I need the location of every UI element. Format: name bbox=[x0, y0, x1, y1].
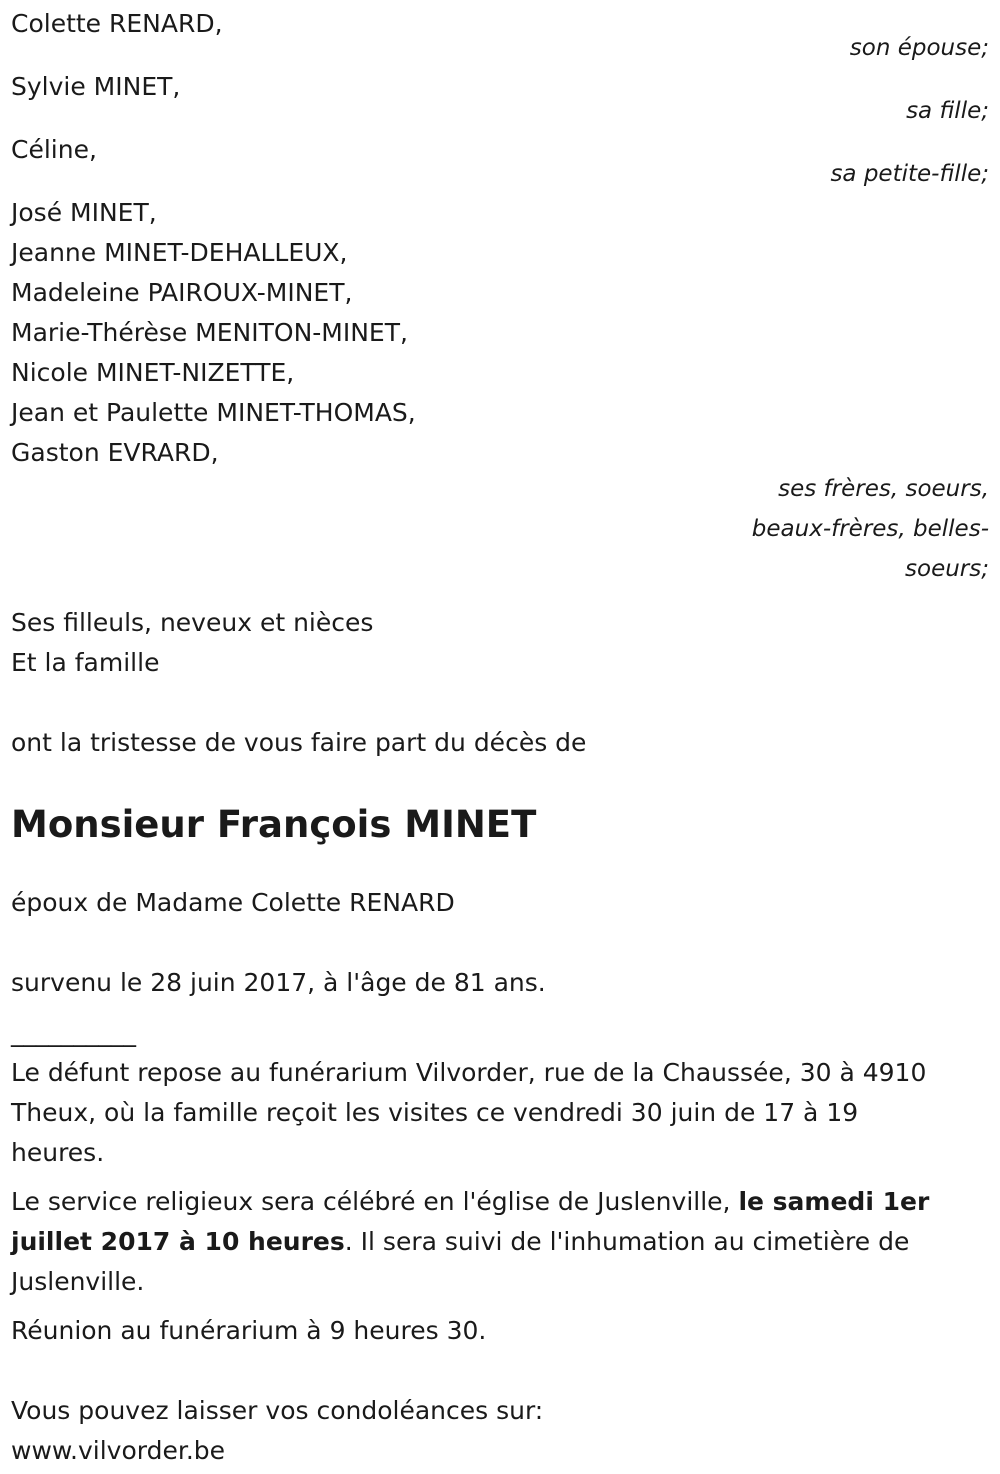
others-group bbox=[11, 603, 991, 683]
announcement-text: ont la tristesse de vous faire part du décès de bbox=[11, 728, 587, 757]
service-date-bold: le samedi 1er bbox=[738, 1187, 930, 1216]
visitation-line: heures. bbox=[11, 1138, 105, 1167]
relation-label: son épouse; bbox=[849, 35, 989, 61]
relation-label: sa petite-fille; bbox=[830, 161, 989, 187]
family-group-daughter bbox=[11, 67, 991, 130]
family-name: Marie-Thérèse MENITON-MINET, bbox=[11, 318, 408, 347]
service-line-2 bbox=[11, 1222, 991, 1262]
family-name: Sylvie MINET, bbox=[11, 72, 181, 101]
death-line: survenu le 28 juin 2017, à l'âge de 81 ans. bbox=[11, 968, 546, 997]
service-text: . Il sera suivi de l'inhumation au cimetière de bbox=[344, 1227, 910, 1256]
separator-line: __________ bbox=[11, 1018, 136, 1047]
visitation-line: Theux, où la famille reçoit les visites ce vendredi 30 juin de 17 à 19 bbox=[11, 1098, 859, 1127]
service-text: Juslenville. bbox=[11, 1267, 145, 1296]
service-text: Le service religieux sera célébré en l'église de Juslenville, bbox=[11, 1187, 739, 1216]
service-paragraph bbox=[11, 1182, 991, 1302]
others-line: Ses filleuls, neveux et nièces bbox=[11, 608, 374, 637]
family-name: Céline, bbox=[11, 135, 97, 164]
relation-label: beaux-frères, belles- bbox=[751, 516, 989, 542]
service-date-bold: juillet 2017 à 10 heures bbox=[11, 1227, 345, 1256]
obituary-notice bbox=[11, 4, 991, 1471]
condolences-label: Vous pouvez laisser vos condoléances sur: bbox=[11, 1396, 544, 1425]
relation-label: soeurs; bbox=[905, 556, 989, 582]
condolences-link[interactable]: www.vilvorder.be bbox=[11, 1436, 226, 1465]
relation-label: ses frères, soeurs, bbox=[778, 476, 989, 502]
family-name: Madeleine PAIROUX-MINET, bbox=[11, 278, 353, 307]
service-line-1 bbox=[11, 1182, 991, 1222]
visitation-paragraph bbox=[11, 1053, 991, 1173]
relation-label: sa fille; bbox=[906, 98, 989, 124]
family-name: Nicole MINET-NIZETTE, bbox=[11, 358, 295, 387]
family-name: Gaston EVRARD, bbox=[11, 438, 219, 467]
family-group-granddaughter bbox=[11, 130, 991, 193]
family-name: José MINET, bbox=[11, 198, 157, 227]
spouse-line: époux de Madame Colette RENARD bbox=[11, 888, 455, 917]
family-name: Jean et Paulette MINET-THOMAS, bbox=[11, 398, 416, 427]
others-line: Et la famille bbox=[11, 648, 160, 677]
deceased-name: Monsieur François MINET bbox=[11, 803, 537, 846]
family-name: Jeanne MINET-DEHALLEUX, bbox=[11, 238, 348, 267]
family-group-siblings bbox=[11, 193, 991, 589]
family-group-spouse bbox=[11, 4, 991, 67]
visitation-line: Le défunt repose au funérarium Vilvorder, rue de la Chaussée, 30 à 4910 bbox=[11, 1058, 927, 1087]
reunion-line: Réunion au funérarium à 9 heures 30. bbox=[11, 1316, 487, 1345]
family-name: Colette RENARD, bbox=[11, 9, 223, 38]
